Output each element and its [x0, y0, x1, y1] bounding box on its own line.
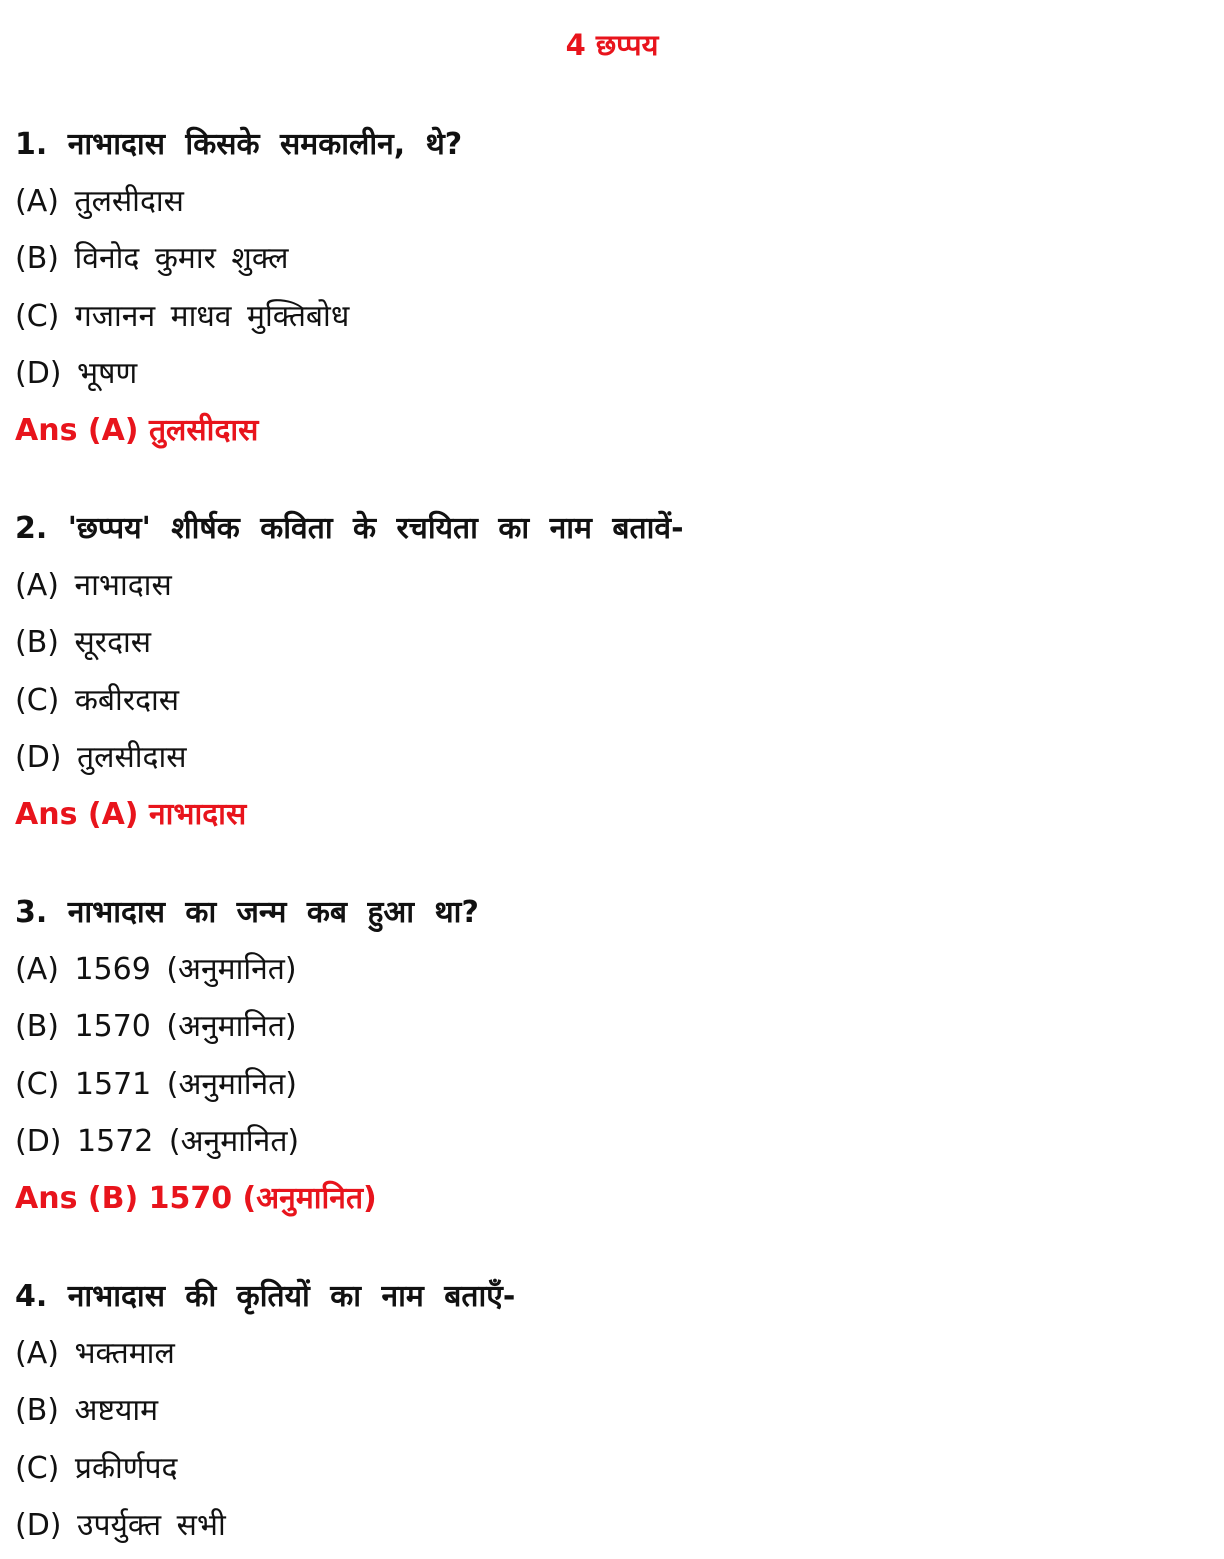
question-text: 1. नाभादास किसके समकालीन, थे? [15, 127, 463, 162]
option-d: (D) उपर्युक्त सभी [15, 1507, 226, 1543]
option-b: (B) 1570 (अनुमानित) [15, 1009, 297, 1045]
option-a: (A) तुलसीदास [15, 184, 184, 220]
option-a: (A) नाभादास [15, 568, 172, 604]
option-b: (B) विनोद कुमार शुक्ल [15, 241, 289, 277]
answer-text: Ans (A) तुलसीदास [15, 412, 259, 448]
option-d: (D) तुलसीदास [15, 739, 187, 775]
question-block-4 [15, 1268, 1205, 1554]
option-a: (A) 1569 (अनुमानित) [15, 952, 297, 988]
question-text: 2. 'छप्पय' शीर्षक कविता के रचयिता का नाम बतावें- [15, 511, 684, 546]
page-title: 4 छप्पय [565, 28, 659, 62]
answer-text: Ans (A) नाभादास [15, 796, 247, 832]
question-block-2 [15, 500, 1205, 843]
option-a: (A) भक्तमाल [15, 1336, 175, 1372]
answer-text: Ans (B) 1570 (अनुमानित) [15, 1180, 377, 1216]
option-c: (C) कबीरदास [15, 682, 180, 718]
question-text: 3. नाभादास का जन्म कब हुआ था? [15, 895, 479, 930]
option-b: (B) सूरदास [15, 625, 152, 661]
question-block-1 [15, 116, 1205, 459]
option-c: (C) गजानन माधव मुक्तिबोध [15, 298, 350, 334]
question-text: 4. नाभादास की कृतियों का नाम बताएँ- [15, 1279, 516, 1314]
question-block-3 [15, 884, 1205, 1227]
option-d: (D) 1572 (अनुमानित) [15, 1123, 300, 1159]
option-c: (C) प्रकीर्णपद [15, 1450, 178, 1486]
option-b: (B) अष्टयाम [15, 1393, 159, 1429]
option-c: (C) 1571 (अनुमानित) [15, 1066, 297, 1102]
option-d: (D) भूषण [15, 355, 138, 391]
